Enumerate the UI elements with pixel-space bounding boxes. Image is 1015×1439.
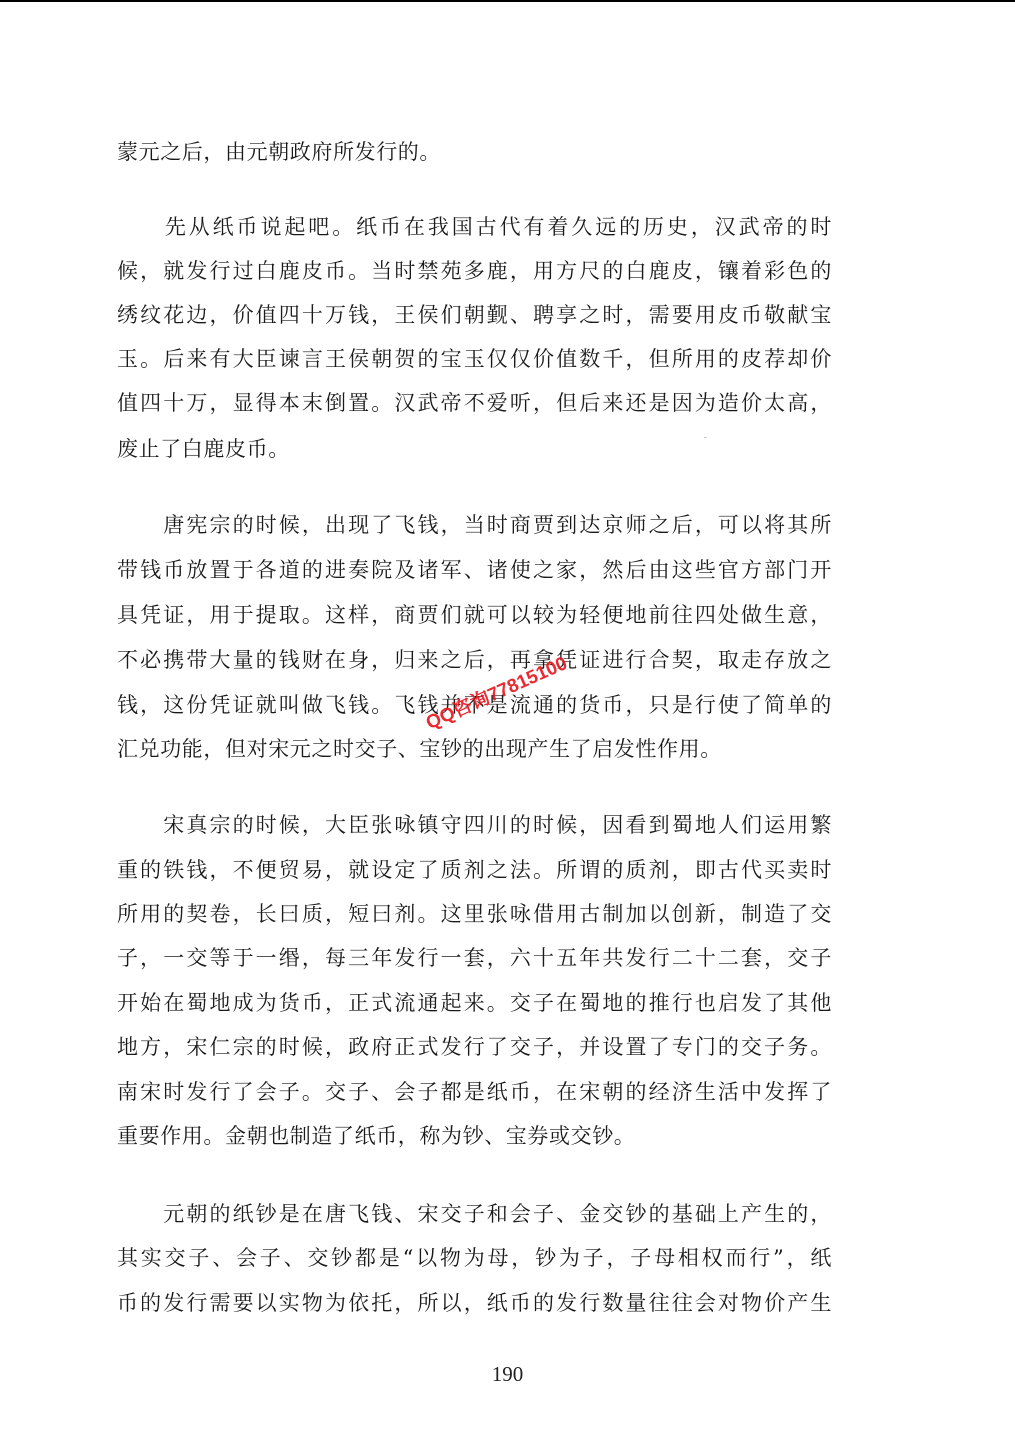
paragraph-2-line-6: 废止了白鹿皮币。: [117, 437, 290, 461]
paragraph-2-line-1: 先从纸币说起吧。纸币在我国古代有着久远的历史，汉武帝的时: [117, 215, 832, 239]
scan-speck: [704, 437, 707, 438]
paragraph-4-line-4: 子，一交等于一缗，每三年发行一套，六十五年共发行二十二套，交子: [117, 946, 832, 970]
paragraph-4-line-5: 开始在蜀地成为货币，正式流通起来。交子在蜀地的推行也启发了其他: [117, 991, 832, 1015]
paragraph-2-line-2: 候，就发行过白鹿皮币。当时禁苑多鹿，用方尺的白鹿皮，镶着彩色的: [117, 259, 832, 283]
paragraph-4-line-6: 地方，宋仁宗的时候，政府正式发行了交子，并设置了专门的交子务。: [117, 1035, 832, 1059]
paragraph-4-line-1: 宋真宗的时候，大臣张咏镇守四川的时候，因看到蜀地人们运用繁: [117, 813, 832, 837]
paragraph-5-line-3: 币的发行需要以实物为依托，所以，纸币的发行数量往往会对物价产生: [117, 1291, 832, 1315]
page-top-border: [0, 0, 1015, 2]
paragraph-4-line-2: 重的铁钱，不便贸易，就设定了质剂之法。所谓的质剂，即古代买卖时: [117, 858, 832, 882]
paragraph-4-line-8: 重要作用。金朝也制造了纸币，称为钞、宝券或交钞。: [117, 1124, 636, 1148]
paragraph-4-line-3: 所用的契卷，长曰质，短曰剂。这里张咏借用古制加以创新，制造了交: [117, 902, 832, 926]
paragraph-3-line-5: 钱，这份凭证就叫做飞钱。飞钱并不是流通的货币，只是行使了简单的: [117, 693, 832, 717]
paragraph-5-line-2: 其实交子、会子、交钞都是“以物为母，钞为子，子母相权而行”，纸: [117, 1246, 832, 1270]
page-number: 190: [491, 1362, 524, 1386]
paragraph-3-line-4: 不必携带大量的钱财在身，归来之后，再拿凭证进行合契，取走存放之: [117, 648, 832, 672]
paragraph-2-line-4: 玉。后来有大臣谏言王侯朝贺的宝玉仅仅价值数千，但所用的皮荐却价: [117, 347, 832, 371]
paragraph-3-line-1: 唐宪宗的时候，出现了飞钱，当时商贾到达京师之后，可以将其所: [117, 513, 832, 537]
paragraph-3-line-6: 汇兑功能，但对宋元之时交子、宝钞的出现产生了启发性作用。: [117, 737, 722, 761]
paragraph-3-line-2: 带钱币放置于各道的进奏院及诸军、诸使之家，然后由这些官方部门开: [117, 558, 832, 582]
paragraph-2-line-3: 绣纹花边，价值四十万钱，王侯们朝觐、聘享之时，需要用皮币敬献宝: [117, 303, 832, 327]
paragraph-5-line-1: 元朝的纸钞是在唐飞钱、宋交子和会子、金交钞的基础上产生的，: [117, 1202, 832, 1226]
watermark-stamp: QQ咨询77815100: [423, 653, 571, 735]
paragraph-3-line-3: 具凭证，用于提取。这样，商贾们就可以较为轻便地前往四处做生意，: [117, 603, 832, 627]
paragraph-4-line-7: 南宋时发行了会子。交子、会子都是纸币，在宋朝的经济生活中发挥了: [117, 1080, 832, 1104]
paragraph-2-line-5: 值四十万，显得本末倒置。汉武帝不爱听，但后来还是因为造价太高，: [117, 391, 832, 415]
paragraph-1-line-1: 蒙元之后，由元朝政府所发行的。: [117, 140, 441, 164]
